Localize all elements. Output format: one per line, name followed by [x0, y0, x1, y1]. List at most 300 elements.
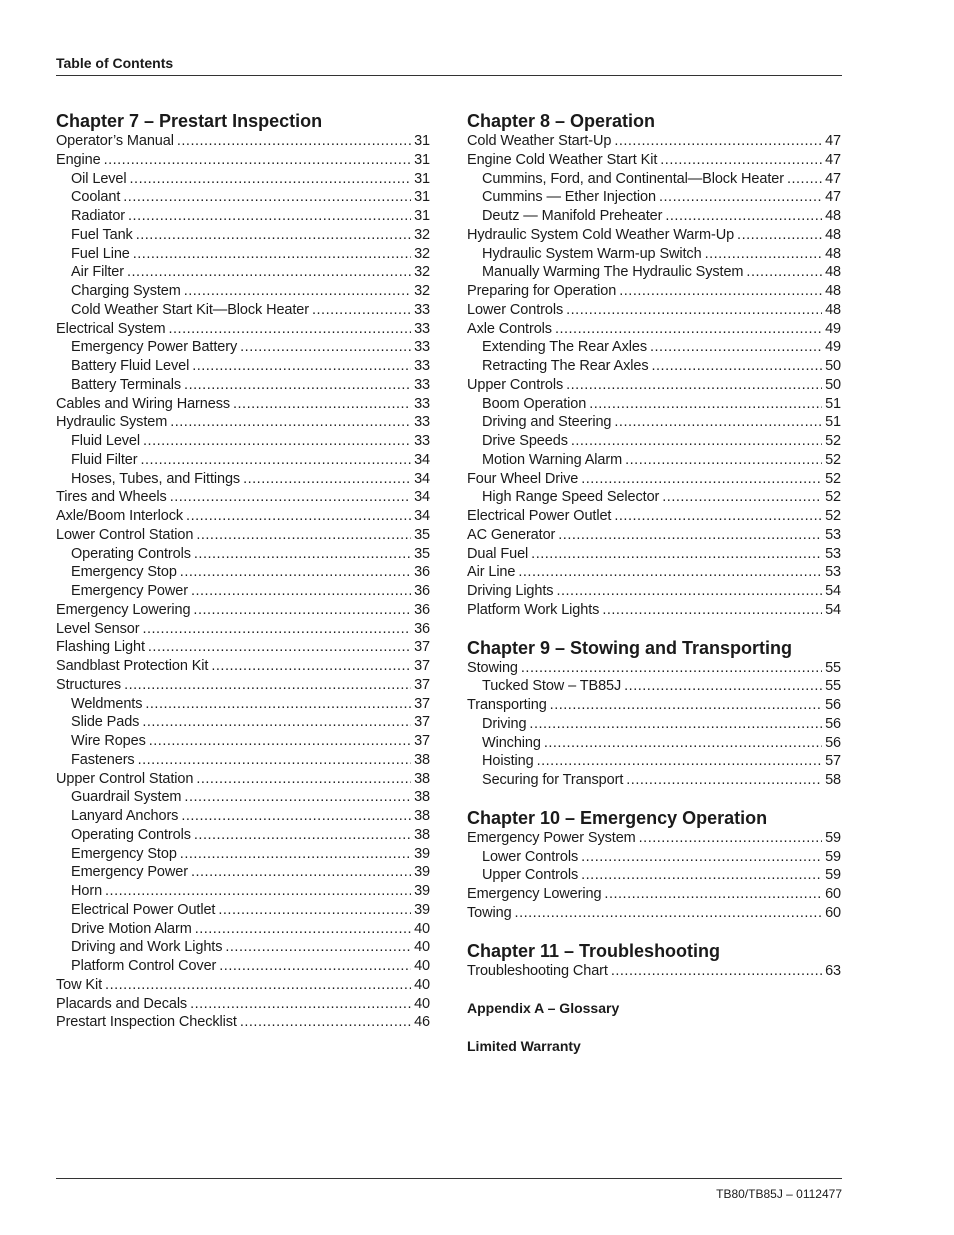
toc-entry-page: 32	[414, 283, 430, 299]
toc-entry-label: Placards and Decals	[56, 995, 188, 1012]
toc-subentry[interactable]	[56, 788, 430, 807]
toc-entry-label: Tucked Stow – TB85J	[482, 678, 622, 695]
toc-entry-page: 36	[414, 601, 430, 618]
dot-leader	[581, 848, 822, 867]
toc-entry-label: Retracting The Rear Axles	[482, 358, 649, 374]
toc-entry[interactable]	[56, 676, 430, 695]
toc-entry-label: Driving and Steering	[482, 414, 612, 431]
toc-entry[interactable]	[467, 151, 841, 170]
toc-entry-page: 33	[414, 358, 430, 374]
toc-entry[interactable]	[467, 696, 841, 715]
toc-entry-page: 56	[825, 715, 841, 732]
toc-entry-label: Electrical Power Outlet	[467, 508, 612, 524]
dot-leader	[128, 207, 411, 226]
dot-leader	[660, 151, 822, 170]
toc-entry-page: 48	[825, 264, 841, 281]
toc-entry-label: Emergency Power Battery	[71, 339, 238, 356]
dot-leader	[611, 962, 822, 981]
dot-leader	[518, 563, 822, 582]
toc-entry-page: 39	[414, 901, 430, 918]
toc-entry-label: Troubleshooting Chart	[467, 962, 608, 979]
toc-entry-page: 52	[825, 470, 841, 487]
toc-subentry[interactable]	[467, 338, 841, 357]
toc-entry-page: 40	[414, 976, 430, 993]
toc-subentry[interactable]	[467, 771, 841, 790]
toc-entry-page: 49	[825, 339, 841, 356]
toc-subentry[interactable]	[467, 170, 841, 189]
toc-entry-page: 31	[414, 133, 430, 149]
toc-entry-label: Hoisting	[482, 753, 534, 770]
toc-entry-label: Fluid Level	[71, 433, 141, 449]
toc-entry-page: 34	[414, 451, 430, 468]
toc-entry[interactable]	[467, 320, 841, 339]
toc-entry-label: Emergency Lowering	[467, 886, 602, 902]
toc-subentry[interactable]	[56, 226, 430, 245]
dot-leader	[529, 715, 822, 734]
toc-entry-page: 33	[414, 395, 430, 412]
dot-leader	[180, 563, 411, 582]
toc-subentry[interactable]	[56, 563, 430, 582]
toc-entry-label: Wire Ropes	[71, 733, 146, 749]
dot-leader	[604, 885, 822, 904]
dot-leader	[639, 829, 822, 848]
toc-entry-label: Lower Control Station	[56, 526, 194, 543]
toc-subentry[interactable]	[467, 866, 841, 885]
toc-entry[interactable]	[467, 829, 841, 848]
toc-entry-label: Engine	[56, 151, 101, 168]
toc-subentry[interactable]	[56, 282, 430, 301]
toc-entry-page: 50	[825, 376, 841, 393]
dot-leader	[737, 226, 822, 245]
toc-entry-label: Fuel Tank	[71, 226, 133, 243]
dot-leader	[105, 882, 411, 901]
toc-subentry[interactable]	[56, 826, 430, 845]
toc-entry-label: Horn	[71, 883, 103, 899]
toc-entry-page: 35	[414, 526, 430, 543]
toc-entry-label: Battery Fluid Level	[71, 358, 190, 374]
toc-entry-label: Air Line	[467, 564, 516, 581]
header-rule	[56, 75, 842, 76]
toc-subentry[interactable]	[56, 245, 430, 264]
toc-subentry[interactable]	[467, 432, 841, 451]
toc-entry-page: 55	[825, 678, 841, 695]
dot-leader	[746, 263, 822, 282]
dot-leader	[184, 376, 411, 395]
dot-leader	[169, 320, 412, 339]
toc-entry-label: Cold Weather Start-Up	[467, 133, 612, 149]
dot-leader	[105, 976, 411, 995]
dot-leader	[614, 507, 822, 526]
toc-subentry[interactable]	[56, 545, 430, 564]
toc-entry-page: 34	[414, 508, 430, 524]
toc-subentry[interactable]	[56, 901, 430, 920]
toc-entry-label: Winching	[482, 734, 541, 751]
toc-entry-label: Emergency Power	[71, 583, 188, 599]
toc-entry-label: Four Wheel Drive	[467, 470, 579, 487]
toc-entry[interactable]	[56, 657, 430, 676]
dot-leader	[196, 526, 411, 545]
toc-entry-label: Hydraulic System Warm-up Switch	[482, 245, 702, 262]
toc-entry-label: Tow Kit	[56, 976, 103, 993]
toc-entry-label: High Range Speed Selector	[482, 489, 660, 506]
dot-leader	[143, 432, 411, 451]
toc-subentry[interactable]	[56, 188, 430, 207]
toc-entry[interactable]	[467, 885, 841, 904]
toc-entry-label: Emergency Lowering	[56, 601, 191, 618]
toc-entry[interactable]	[56, 770, 430, 789]
toc-entry-label: Cummins — Ether Injection	[482, 189, 656, 206]
toc-subentry[interactable]	[56, 713, 430, 732]
toc-entry-page: 54	[825, 583, 841, 599]
toc-entry-label: Hydraulic System	[56, 414, 168, 431]
toc-entry-page: 32	[414, 226, 430, 243]
toc-left-column	[56, 110, 430, 1032]
toc-entry[interactable]	[56, 1013, 430, 1032]
toc-subentry[interactable]	[56, 695, 430, 714]
dot-leader	[124, 676, 411, 695]
dot-leader	[240, 1013, 411, 1032]
chapter-heading: Chapter 7 – Prestart Inspection	[56, 111, 323, 131]
toc-subentry[interactable]	[56, 863, 430, 882]
toc-entry-page: 59	[825, 848, 841, 865]
toc-subentry[interactable]	[56, 432, 430, 451]
toc-entry-page: 56	[825, 734, 841, 751]
dot-leader	[233, 395, 411, 414]
toc-entry-label: Upper Controls	[482, 867, 579, 884]
dot-leader	[624, 677, 822, 696]
chapter-heading: Chapter 11 – Troubleshooting	[467, 940, 721, 961]
toc-entry-page: 59	[825, 867, 841, 884]
dot-leader	[136, 226, 411, 245]
toc-entry-page: 38	[414, 826, 430, 843]
toc-entry-page: 38	[414, 808, 430, 824]
toc-entry-page: 53	[825, 564, 841, 581]
dot-leader	[515, 904, 823, 923]
toc-subentry[interactable]	[467, 413, 841, 432]
dot-leader	[219, 957, 411, 976]
toc-subentry[interactable]	[56, 882, 430, 901]
dot-leader	[170, 413, 411, 432]
toc-entry-label: Emergency Stop	[71, 845, 177, 862]
dot-leader	[186, 507, 411, 526]
toc-entry-label: Stowing	[467, 659, 518, 676]
toc-subentry[interactable]	[56, 207, 430, 226]
toc-subentry[interactable]	[56, 338, 430, 357]
dot-leader	[626, 771, 822, 790]
dot-leader	[194, 545, 411, 564]
toc-subentry[interactable]	[467, 357, 841, 376]
toc-subentry[interactable]	[467, 752, 841, 771]
toc-entry-label: Preparing for Operation	[467, 283, 617, 299]
toc-entry-label: Guardrail System	[71, 789, 182, 806]
toc-entry-label: Deutz — Manifold Preheater	[482, 208, 663, 224]
dot-leader	[555, 320, 822, 339]
appendix-heading[interactable]: Limited Warranty	[467, 1038, 581, 1055]
toc-entry-page: 40	[414, 958, 430, 974]
dot-leader	[659, 188, 822, 207]
dot-leader	[537, 752, 822, 771]
toc-subentry[interactable]	[56, 582, 430, 601]
chapter-heading: Chapter 10 – Emergency Operation	[467, 807, 768, 828]
toc-entry-page: 31	[414, 208, 430, 224]
dot-leader	[181, 807, 411, 826]
dot-leader	[571, 432, 822, 451]
toc-entry-label: Oil Level	[71, 170, 127, 187]
dot-leader	[190, 995, 411, 1014]
toc-entry[interactable]	[56, 151, 430, 170]
toc-entry-label: Weldments	[71, 695, 143, 712]
toc-entry-page: 36	[414, 583, 430, 599]
toc-entry-page: 39	[414, 845, 430, 862]
toc-entry-page: 32	[414, 264, 430, 281]
dot-leader	[194, 826, 411, 845]
dot-leader	[787, 170, 822, 189]
toc-entry[interactable]	[56, 320, 430, 339]
dot-leader	[196, 770, 411, 789]
toc-entry-page: 54	[825, 601, 841, 618]
toc-entry[interactable]	[467, 226, 841, 245]
toc-entry-page: 50	[825, 358, 841, 374]
toc-subentry[interactable]	[467, 207, 841, 226]
toc-entry-page: 60	[825, 904, 841, 921]
toc-entry[interactable]	[56, 638, 430, 657]
toc-entry[interactable]	[467, 526, 841, 545]
toc-entry-label: Drive Motion Alarm	[71, 920, 192, 937]
toc-entry-label: Tires and Wheels	[56, 489, 167, 506]
toc-entry-label: Platform Work Lights	[467, 601, 600, 618]
toc-entry-label: Lower Controls	[482, 848, 579, 865]
dot-leader	[614, 413, 822, 432]
toc-subentry[interactable]	[56, 301, 430, 320]
toc-subentry[interactable]	[467, 188, 841, 207]
toc-entry-page: 36	[414, 564, 430, 581]
toc-entry-label: Axle/Boom Interlock	[56, 508, 184, 524]
toc-entry-page: 63	[825, 962, 841, 979]
toc-entry-page: 48	[825, 301, 841, 318]
dot-leader	[192, 357, 411, 376]
toc-entry[interactable]	[467, 282, 841, 301]
toc-subentry[interactable]	[56, 751, 430, 770]
toc-entry-label: Battery Terminals	[71, 376, 182, 393]
toc-subentry[interactable]	[56, 807, 430, 826]
toc-entry[interactable]	[467, 545, 841, 564]
toc-subentry[interactable]	[467, 677, 841, 696]
toc-entry[interactable]	[467, 659, 841, 678]
dot-leader	[566, 301, 822, 320]
toc-entry-page: 32	[414, 245, 430, 262]
toc-entry-page: 47	[825, 133, 841, 149]
toc-subentry[interactable]	[56, 263, 430, 282]
dot-leader	[531, 545, 822, 564]
toc-entry-page: 52	[825, 489, 841, 506]
toc-entry-page: 37	[414, 658, 430, 674]
toc-entry-page: 40	[414, 995, 430, 1012]
toc-entry[interactable]	[56, 601, 430, 620]
toc-subentry[interactable]	[467, 263, 841, 282]
toc-subentry[interactable]	[467, 848, 841, 867]
toc-entry[interactable]	[56, 488, 430, 507]
toc-entry-label: Fluid Filter	[71, 451, 138, 468]
toc-subentry[interactable]	[467, 395, 841, 414]
toc-entry-page: 31	[414, 189, 430, 206]
toc-entry-label: Cold Weather Start Kit—Block Heater	[71, 301, 309, 318]
toc-subentry[interactable]	[467, 488, 841, 507]
toc-entry[interactable]	[56, 413, 430, 432]
toc-entry[interactable]	[467, 507, 841, 526]
dot-leader	[142, 620, 411, 639]
toc-entry-label: Operator’s Manual	[56, 133, 174, 149]
toc-entry-label: Radiator	[71, 208, 126, 224]
toc-subentry[interactable]	[467, 451, 841, 470]
toc-entry-label: Slide Pads	[71, 714, 140, 731]
dot-leader	[581, 470, 822, 489]
toc-entry-page: 33	[414, 320, 430, 337]
toc-entry[interactable]	[467, 301, 841, 320]
toc-entry-page: 55	[825, 659, 841, 676]
dot-leader	[240, 338, 411, 357]
toc-entry[interactable]	[467, 376, 841, 395]
dot-leader	[602, 601, 822, 620]
dot-leader	[127, 263, 411, 282]
toc-entry-label: Upper Control Station	[56, 770, 194, 787]
toc-entry-page: 37	[414, 714, 430, 731]
toc-entry-label: Prestart Inspection Checklist	[56, 1014, 237, 1031]
toc-subentry[interactable]	[56, 957, 430, 976]
toc-entry-label: Hoses, Tubes, and Fittings	[71, 470, 241, 487]
toc-entry-page: 33	[414, 414, 430, 431]
toc-entry-label: Cables and Wiring Harness	[56, 395, 230, 412]
toc-subentry[interactable]	[56, 451, 430, 470]
toc-entry[interactable]	[467, 132, 841, 151]
toc-entry-page: 51	[825, 414, 841, 431]
dot-leader	[138, 751, 411, 770]
dot-leader	[145, 695, 411, 714]
toc-subentry[interactable]	[56, 732, 430, 751]
dot-leader	[104, 151, 412, 170]
toc-subentry[interactable]	[56, 938, 430, 957]
toc-entry-label: Extending The Rear Axles	[482, 339, 647, 356]
toc-entry[interactable]	[56, 395, 430, 414]
toc-entry-page: 37	[414, 695, 430, 712]
toc-entry[interactable]	[467, 904, 841, 923]
footer-doc-code: TB80/TB85J – 0112477	[716, 1187, 842, 1201]
toc-entry-label: Charging System	[71, 283, 181, 299]
toc-entry[interactable]	[467, 582, 841, 601]
toc-entry-label: Emergency Stop	[71, 564, 177, 581]
dot-leader	[556, 582, 822, 601]
dot-leader	[619, 282, 822, 301]
toc-entry-page: 48	[825, 226, 841, 243]
dot-leader	[243, 470, 411, 489]
toc-entry[interactable]	[56, 995, 430, 1014]
dot-leader	[558, 526, 822, 545]
toc-entry-label: Operating Controls	[71, 826, 191, 843]
dot-leader	[184, 788, 411, 807]
toc-entry-page: 38	[414, 770, 430, 787]
chapter-heading: Chapter 9 – Stowing and Transporting	[467, 637, 793, 658]
toc-entry-label: Fuel Line	[71, 245, 130, 262]
toc-entry[interactable]	[56, 620, 430, 639]
toc-entry-label: Axle Controls	[467, 320, 552, 337]
toc-entry-page: 48	[825, 283, 841, 299]
toc-entry-page: 47	[825, 151, 841, 168]
toc-entry-label: Lanyard Anchors	[71, 808, 179, 824]
toc-entry-page: 40	[414, 920, 430, 937]
dot-leader	[544, 734, 822, 753]
toc-entry-label: Upper Controls	[467, 376, 564, 393]
dot-leader	[218, 901, 411, 920]
toc-subentry[interactable]	[56, 376, 430, 395]
toc-entry[interactable]	[56, 526, 430, 545]
toc-subentry[interactable]	[467, 715, 841, 734]
dot-leader	[170, 488, 411, 507]
toc-entry[interactable]	[56, 976, 430, 995]
dot-leader	[521, 659, 822, 678]
toc-subentry[interactable]	[56, 470, 430, 489]
toc-subentry[interactable]	[467, 245, 841, 264]
toc-entry-label: Flashing Light	[56, 639, 145, 656]
toc-entry-page: 33	[414, 376, 430, 393]
toc-entry[interactable]	[467, 563, 841, 582]
toc-entry-page: 51	[825, 395, 841, 412]
toc-right-column	[467, 110, 841, 1056]
dot-leader	[195, 920, 411, 939]
toc-entry-page: 48	[825, 208, 841, 224]
dot-leader	[123, 188, 411, 207]
toc-entry-label: Sandblast Protection Kit	[56, 658, 209, 674]
toc-entry-label: Operating Controls	[71, 545, 191, 562]
dot-leader	[142, 713, 411, 732]
toc-entry-label: Towing	[467, 904, 512, 921]
dot-leader	[180, 845, 411, 864]
toc-entry-page: 34	[414, 470, 430, 487]
toc-entry[interactable]	[467, 470, 841, 489]
footer-rule	[56, 1178, 842, 1179]
dot-leader	[140, 451, 411, 470]
dot-leader	[193, 601, 411, 620]
toc-entry-page: 47	[825, 189, 841, 206]
toc-subentry[interactable]	[467, 734, 841, 753]
toc-entry-page: 47	[825, 170, 841, 187]
dot-leader	[312, 301, 411, 320]
toc-entry-label: Cummins, Ford, and Continental—Block Heater	[482, 170, 784, 187]
toc-entry-label: Emergency Power	[71, 864, 188, 881]
toc-entry[interactable]	[56, 507, 430, 526]
appendix-heading[interactable]: Appendix A – Glossary	[467, 1000, 620, 1017]
toc-entry-label: Boom Operation	[482, 395, 587, 412]
toc-entry-page: 34	[414, 489, 430, 506]
toc-entry-page: 56	[825, 697, 841, 713]
toc-entry-label: Dual Fuel	[467, 545, 529, 562]
toc-subentry[interactable]	[56, 845, 430, 864]
toc-entry-label: Electrical Power Outlet	[71, 901, 216, 918]
dot-leader	[705, 245, 823, 264]
toc-entry-page: 38	[414, 789, 430, 806]
dot-leader	[184, 282, 411, 301]
toc-entry-page: 46	[414, 1014, 430, 1031]
toc-subentry[interactable]	[56, 920, 430, 939]
toc-entry[interactable]	[467, 601, 841, 620]
toc-entry[interactable]	[467, 962, 841, 981]
dot-leader	[177, 132, 411, 151]
toc-entry-page: 40	[414, 939, 430, 956]
toc-entry-page: 52	[825, 451, 841, 468]
toc-subentry[interactable]	[56, 170, 430, 189]
toc-entry[interactable]	[56, 132, 430, 151]
dot-leader	[625, 451, 822, 470]
toc-subentry[interactable]	[56, 357, 430, 376]
toc-entry-label: Driving Lights	[467, 583, 554, 599]
